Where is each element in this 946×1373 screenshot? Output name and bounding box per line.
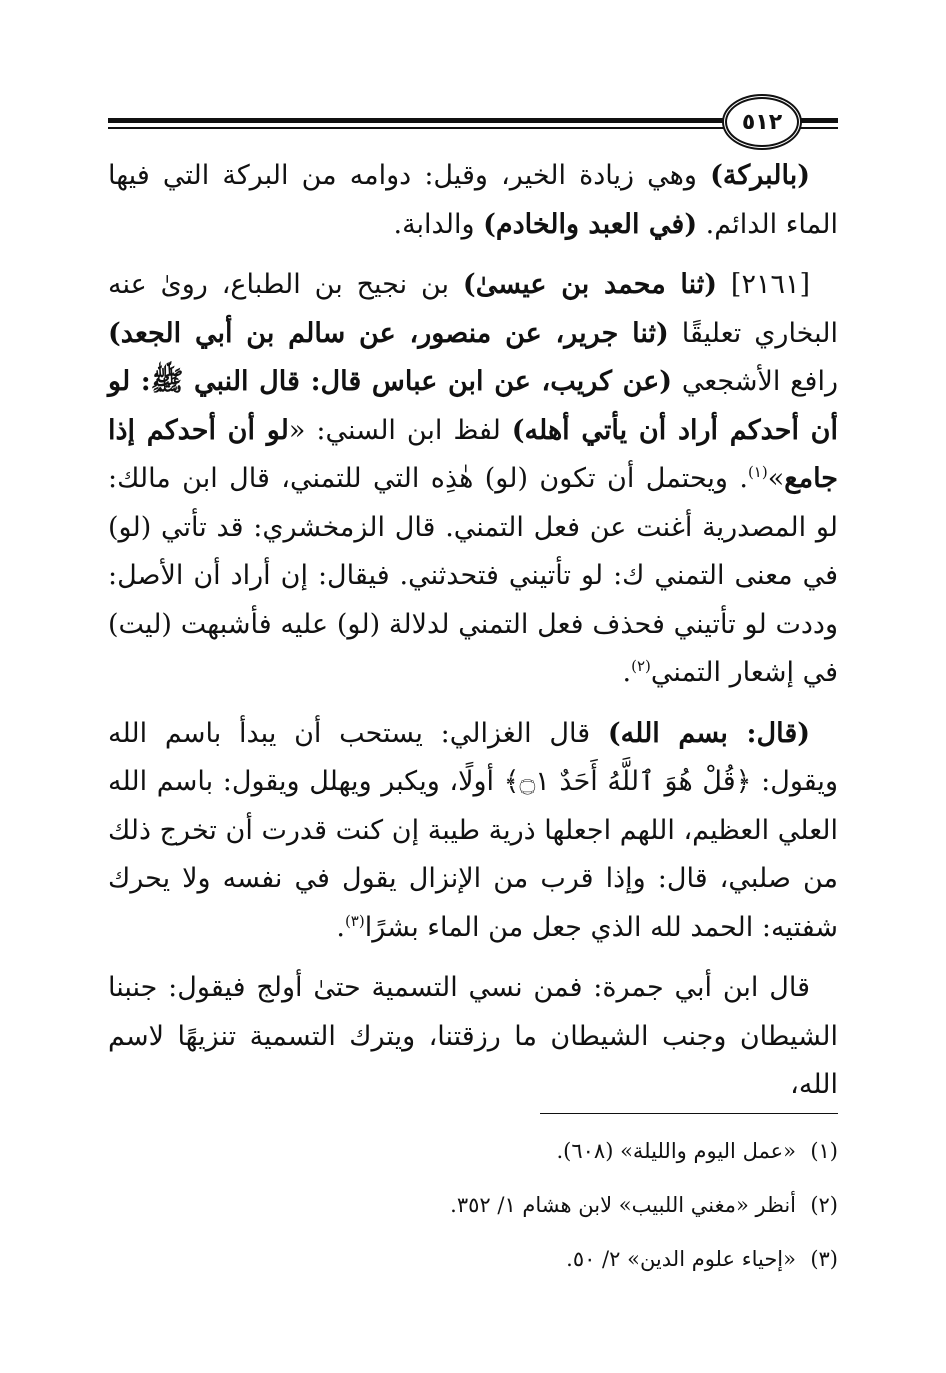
footnote-2 (108, 1178, 838, 1232)
paragraph-1 (108, 152, 838, 249)
text-run: لفظ ابن السني: « (288, 414, 512, 446)
footnote-number: (٢) (810, 1193, 838, 1217)
header-rule-thin (108, 127, 726, 129)
footnote-number: (١) (810, 1139, 838, 1163)
footnote-number: (٣) (810, 1247, 838, 1271)
text-run: . ويحتمل أن تكون (لو) هٰذِه التي للتمني، قال ابن مالك: لو المصدرية أغنت عن فعل التمني. قال الزمخشري: قد تأتي (لو) في معنى التمني ك: لو تأتيني فتحدثني. فيقال: إن أراد أن الأصل: وددت لو تأتيني فحذف فعل التمني لدلالة (لو) عليه فأشبهت (ليت) في إشعار التمني (108, 463, 838, 688)
header-rule-thick (108, 118, 726, 123)
bold-phrase: (ثنا جرير، عن منصور، عن سالم بن أبي الجعد) (108, 317, 669, 349)
text-run: . (622, 657, 632, 688)
text-run: قال الغزالي: يستحب أن يبدأ باسم الله ويقول: ﴿قُلْ هُوَ ٱللَّهُ أَحَدٌ ۝١﴾ أولًا، ويكبر ويهلل ويقول: باسم الله العلي العظيم، اللهم اجعلها ذرية طيبة إن كنت قدرت أن تخرج ذلك من صلبي، قال: وإذا قرب من الإنزال يقول في نفسه ولا يحرك شفتيه: الحمد لله الذي جعل من الماء بشرًا (108, 717, 838, 943)
paragraph-3 (108, 710, 838, 953)
text-run: قال ابن أبي جمرة: فمن نسي التسمية حتىٰ أولج فيقول: جنبنا الشيطان وجنب الشيطان ما رزقتنا، ويترك التسمية تنزيهًا لاسم الله، (108, 972, 838, 1100)
text-run: وهي زيادة الخير، وقيل: دوامه من البركة التي فيها الماء الدائم. (108, 160, 838, 240)
footnotes (108, 1124, 838, 1286)
page-number-badge (722, 94, 802, 150)
text-run: والدابة. (393, 208, 484, 240)
hadith-number: [٢١٦١] (717, 269, 811, 300)
text-run: رافع الأشجعي (672, 366, 838, 397)
footnote-text: أنظر «مغني اللبيب» لابن هشام ١/ ٣٥٢. (450, 1193, 796, 1217)
footnote-3 (108, 1232, 838, 1286)
bold-phrase: (عن كريب، عن ابن عباس قال: قال النبي ﷺ: لو أن أحدكم أراد أن يأتي أهله) (108, 366, 839, 446)
paragraph-4 (108, 964, 838, 1110)
text-run: » (767, 463, 785, 494)
footnote-ref-1[interactable]: (١) (747, 463, 768, 481)
footnote-separator (540, 1113, 838, 1114)
bold-phrase: لو أن أحدكم إذا جامع (108, 414, 838, 494)
bold-phrase: (في العبد والخادم) (483, 208, 698, 240)
header-rule-right-thick (800, 118, 838, 123)
page-number: ٥١٢ (741, 109, 783, 135)
text-run: بن نجيح بن الطباع، رویٰ عنه البخاري تعليقًا (108, 269, 838, 349)
footnote-text: «إحياء علوم الدين» ٢/ ٥٠. (566, 1247, 796, 1271)
footnote-ref-2[interactable]: (٢) (631, 657, 651, 675)
footnote-ref-3[interactable]: (٣) (344, 911, 365, 930)
text-run: . (336, 911, 345, 943)
main-text (108, 152, 838, 1122)
bold-phrase: (ثنا محمد بن عيسىٰ) (462, 269, 718, 300)
footnote-1 (108, 1124, 838, 1178)
footnote-text: «عمل اليوم والليلة» (٦٠٨). (556, 1139, 796, 1163)
header-rule-right-thin (800, 127, 838, 129)
page-header (0, 0, 946, 160)
bold-phrase: (بالبركة) (710, 160, 810, 191)
paragraph-2 (108, 261, 838, 698)
bold-phrase: (قال: بسم الله) (607, 717, 811, 749)
